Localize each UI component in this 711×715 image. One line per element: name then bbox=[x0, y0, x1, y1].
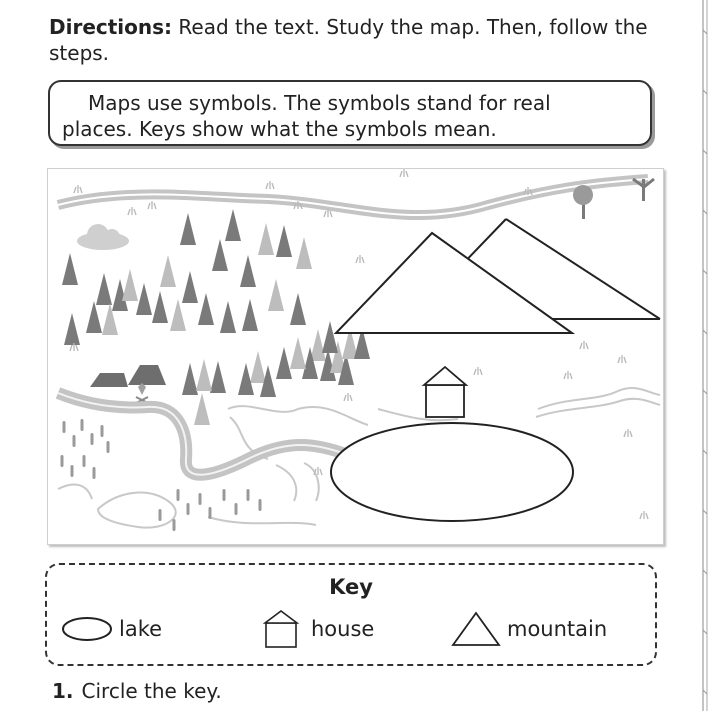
tent-icon bbox=[90, 365, 166, 387]
key-label-house: house bbox=[311, 617, 375, 641]
passage-box bbox=[48, 80, 652, 146]
lake-icon bbox=[331, 423, 573, 521]
directions bbox=[49, 14, 659, 66]
house-icon bbox=[263, 609, 299, 649]
mountain-icon bbox=[336, 219, 660, 333]
passage-line-1: Maps use symbols. The symbols stand for real bbox=[88, 91, 551, 115]
reeds bbox=[61, 419, 262, 531]
step-1 bbox=[52, 678, 222, 704]
key-item-lake bbox=[61, 609, 162, 649]
campfire-icon bbox=[136, 383, 148, 403]
mountain-icon bbox=[451, 611, 501, 647]
house-icon bbox=[424, 367, 466, 417]
key-title: Key bbox=[329, 575, 373, 599]
key-item-house bbox=[263, 609, 374, 649]
lake-icon bbox=[61, 614, 113, 644]
directions-label: Directions: bbox=[49, 15, 173, 39]
directions-text: Read the text. Study the map. Then, follow the steps. bbox=[49, 15, 648, 65]
step-number: 1. bbox=[52, 679, 74, 703]
key-label-lake: lake bbox=[119, 617, 163, 641]
map-key[interactable] bbox=[45, 563, 657, 666]
page-edge-decoration bbox=[699, 0, 711, 711]
key-label-mountain: mountain bbox=[507, 617, 608, 641]
step-text: Circle the key. bbox=[81, 679, 222, 703]
passage-line-2: places. Keys show what the symbols mean. bbox=[62, 117, 497, 141]
cloud-icon bbox=[77, 224, 129, 250]
map-illustration bbox=[47, 168, 664, 545]
key-item-mountain bbox=[451, 609, 607, 649]
